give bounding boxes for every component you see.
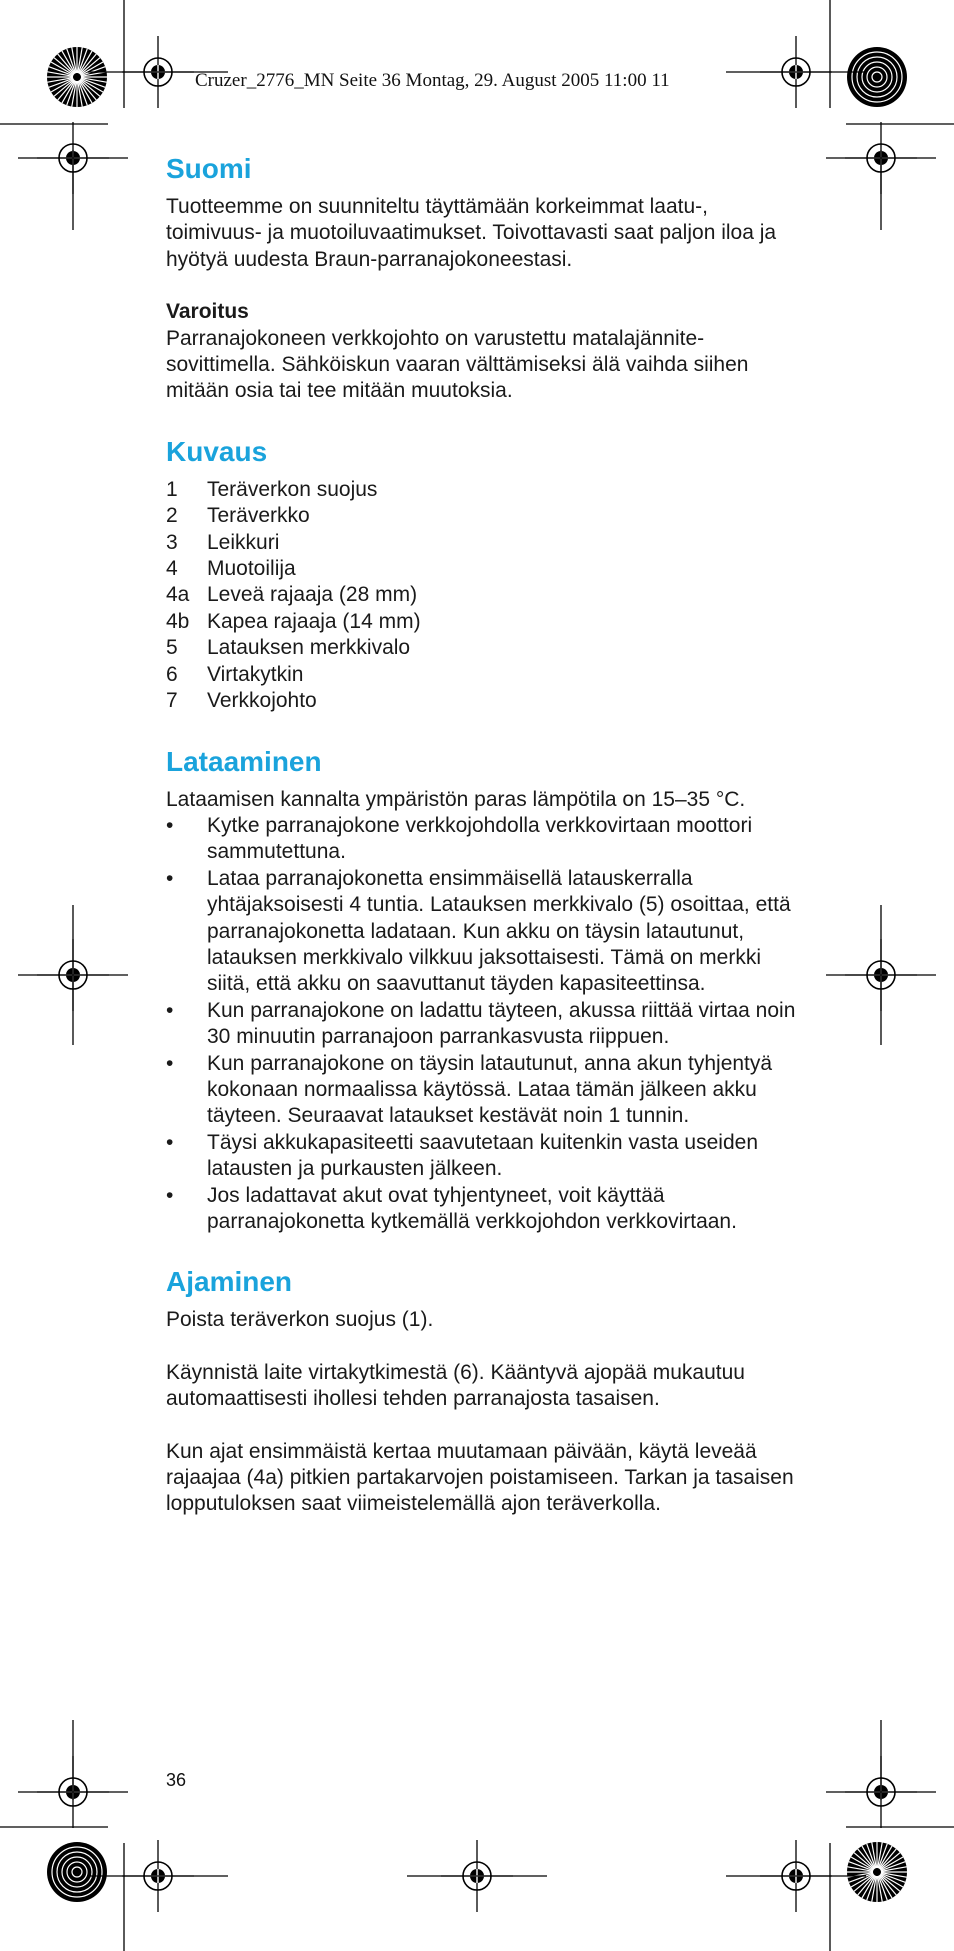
- part-number: 4b: [166, 609, 190, 633]
- heading-lataaminen: Lataaminen: [166, 745, 322, 777]
- part-number: 4a: [166, 583, 190, 607]
- list-item: [166, 866, 806, 998]
- bullet-text: Lataa parranajokonetta ensimmäisellä latauskerralla yhtäjaksoisesti 4 tuntia. Latauksen merkkivalo (5) osoittaa, että parranajokonetta ladataan. Kun akku on täysin latautunut, latauksen merkkivalo vilkkuu jaksottaisesti. Tämä on merkki siitä, että akku on saavuttanut täyden kapasiteettinsa.: [207, 866, 791, 996]
- bullet-text: Kytke parranajokone verkkojohdolla verkkovirtaan moottori sammutettuna.: [207, 813, 753, 864]
- parts-list: [166, 477, 806, 715]
- list-item: [166, 1183, 806, 1236]
- shaving-paragraph-2: Käynnistä laite virtakytkimestä (6). Kääntyvä ajopää mukautuu automaattisesti ihollesi tehden parranajosta tasaisen.: [166, 1360, 745, 1411]
- bullet-text: Jos ladattavat akut ovat tyhjentyneet, voit käyttää parranajokonetta kytkemällä verkkojohdon verkkovirtaan.: [207, 1183, 737, 1233]
- bullet-icon: •: [166, 998, 174, 1022]
- manual-content: [166, 152, 806, 1518]
- list-item: [166, 477, 806, 503]
- bullet-icon: •: [166, 1183, 174, 1207]
- intro-paragraph: Tuotteemme on suunniteltu täyttämään korkeimmat laatu-, toimivuus- ja muotoiluvaatimukset. Toivottavasti saat paljon iloa ja hyötyä uudesta Braun-parranajokoneestasi.: [166, 195, 777, 271]
- warning-text: Parranajokoneen verkkojohto on varustettu matalajännite-sovittimella. Sähköiskun vaaran välttämiseksi älä vaihda siihen mitään osia tai tee mitään muutoksia.: [166, 326, 749, 403]
- list-item: [166, 609, 806, 635]
- part-number: 4: [166, 557, 178, 581]
- bullet-icon: •: [166, 1051, 174, 1075]
- page-number: 36: [166, 1770, 187, 1790]
- list-item: [166, 998, 806, 1051]
- shaving-paragraph-3: Kun ajat ensimmäistä kertaa muutamaan päivään, käytä leveää rajaajaa (4a) pitkien partakarvojen poistamiseen. Tarkan ja tasaisen lopputuloksen saat viimeistelemällä ajon teräverkolla.: [166, 1439, 794, 1516]
- list-item: [166, 662, 806, 688]
- list-item: [166, 688, 806, 714]
- list-item: [166, 503, 806, 529]
- heading-suomi: Suomi: [166, 153, 252, 184]
- charging-intro: Lataamisen kannalta ympäristön paras lämpötila on 15–35 °C.: [166, 787, 746, 811]
- section-lataaminen: [166, 745, 806, 1236]
- charging-bullets: [166, 813, 806, 1236]
- list-item: [166, 556, 806, 582]
- bullet-text: Täysi akkukapasiteetti saavutetaan kuitenkin vasta useiden latausten ja purkausten jälkeen.: [207, 1130, 758, 1181]
- part-number: 5: [166, 636, 178, 660]
- bullet-text: Kun parranajokone on täysin latautunut, anna akun tyhjentyä kokonaan normaalissa käytössä. Lataa tämän jälkeen akku täyteen. Seuraavat lataukset kestävät noin 1 tunnin.: [207, 1051, 773, 1128]
- part-label: Leveä rajaaja (28 mm): [207, 583, 418, 607]
- part-number: 2: [166, 504, 178, 528]
- section-kuvaus: [166, 435, 806, 715]
- list-item: [166, 813, 806, 866]
- print-slug-header: Cruzer_2776_MN Seite 36 Montag, 29. August 2005 11:00 11: [195, 70, 670, 91]
- list-item: [166, 1051, 806, 1130]
- rings-bottom-left: [47, 1842, 107, 1902]
- bullet-icon: •: [166, 813, 174, 837]
- section-ajaminen: [166, 1265, 806, 1517]
- list-item: [166, 530, 806, 556]
- list-item: [166, 1130, 806, 1183]
- part-label: Leikkuri: [207, 530, 280, 554]
- part-label: Verkkojohto: [207, 689, 317, 713]
- bullet-text: Kun parranajokone on ladattu täyteen, akussa riittää virtaa noin 30 minuutin parranajoon parrankasvusta riippuen.: [207, 998, 796, 1049]
- part-label: Latauksen merkkivalo: [207, 636, 411, 660]
- part-number: 1: [166, 477, 178, 501]
- part-label: Kapea rajaaja (14 mm): [207, 609, 421, 633]
- part-label: Teräverkon suojus: [207, 477, 378, 501]
- part-number: 3: [166, 530, 178, 554]
- part-label: Virtakytkin: [207, 662, 304, 686]
- part-label: Teräverkko: [207, 504, 310, 528]
- part-number: 6: [166, 662, 178, 686]
- list-item: [166, 635, 806, 661]
- warning-title: Varoitus: [166, 300, 249, 324]
- rings-top-right: [847, 47, 907, 107]
- shaving-paragraph-1: Poista teräverkon suojus (1).: [166, 1308, 434, 1332]
- heading-kuvaus: Kuvaus: [166, 435, 268, 467]
- section-suomi: [166, 152, 806, 405]
- bullet-icon: •: [166, 1130, 174, 1154]
- heading-ajaminen: Ajaminen: [166, 1266, 293, 1298]
- starburst-bottom-right: [847, 1842, 907, 1902]
- part-number: 7: [166, 689, 178, 713]
- list-item: [166, 582, 806, 608]
- starburst-top-left: [47, 47, 107, 107]
- part-label: Muotoilija: [207, 557, 296, 581]
- bullet-icon: •: [166, 866, 174, 890]
